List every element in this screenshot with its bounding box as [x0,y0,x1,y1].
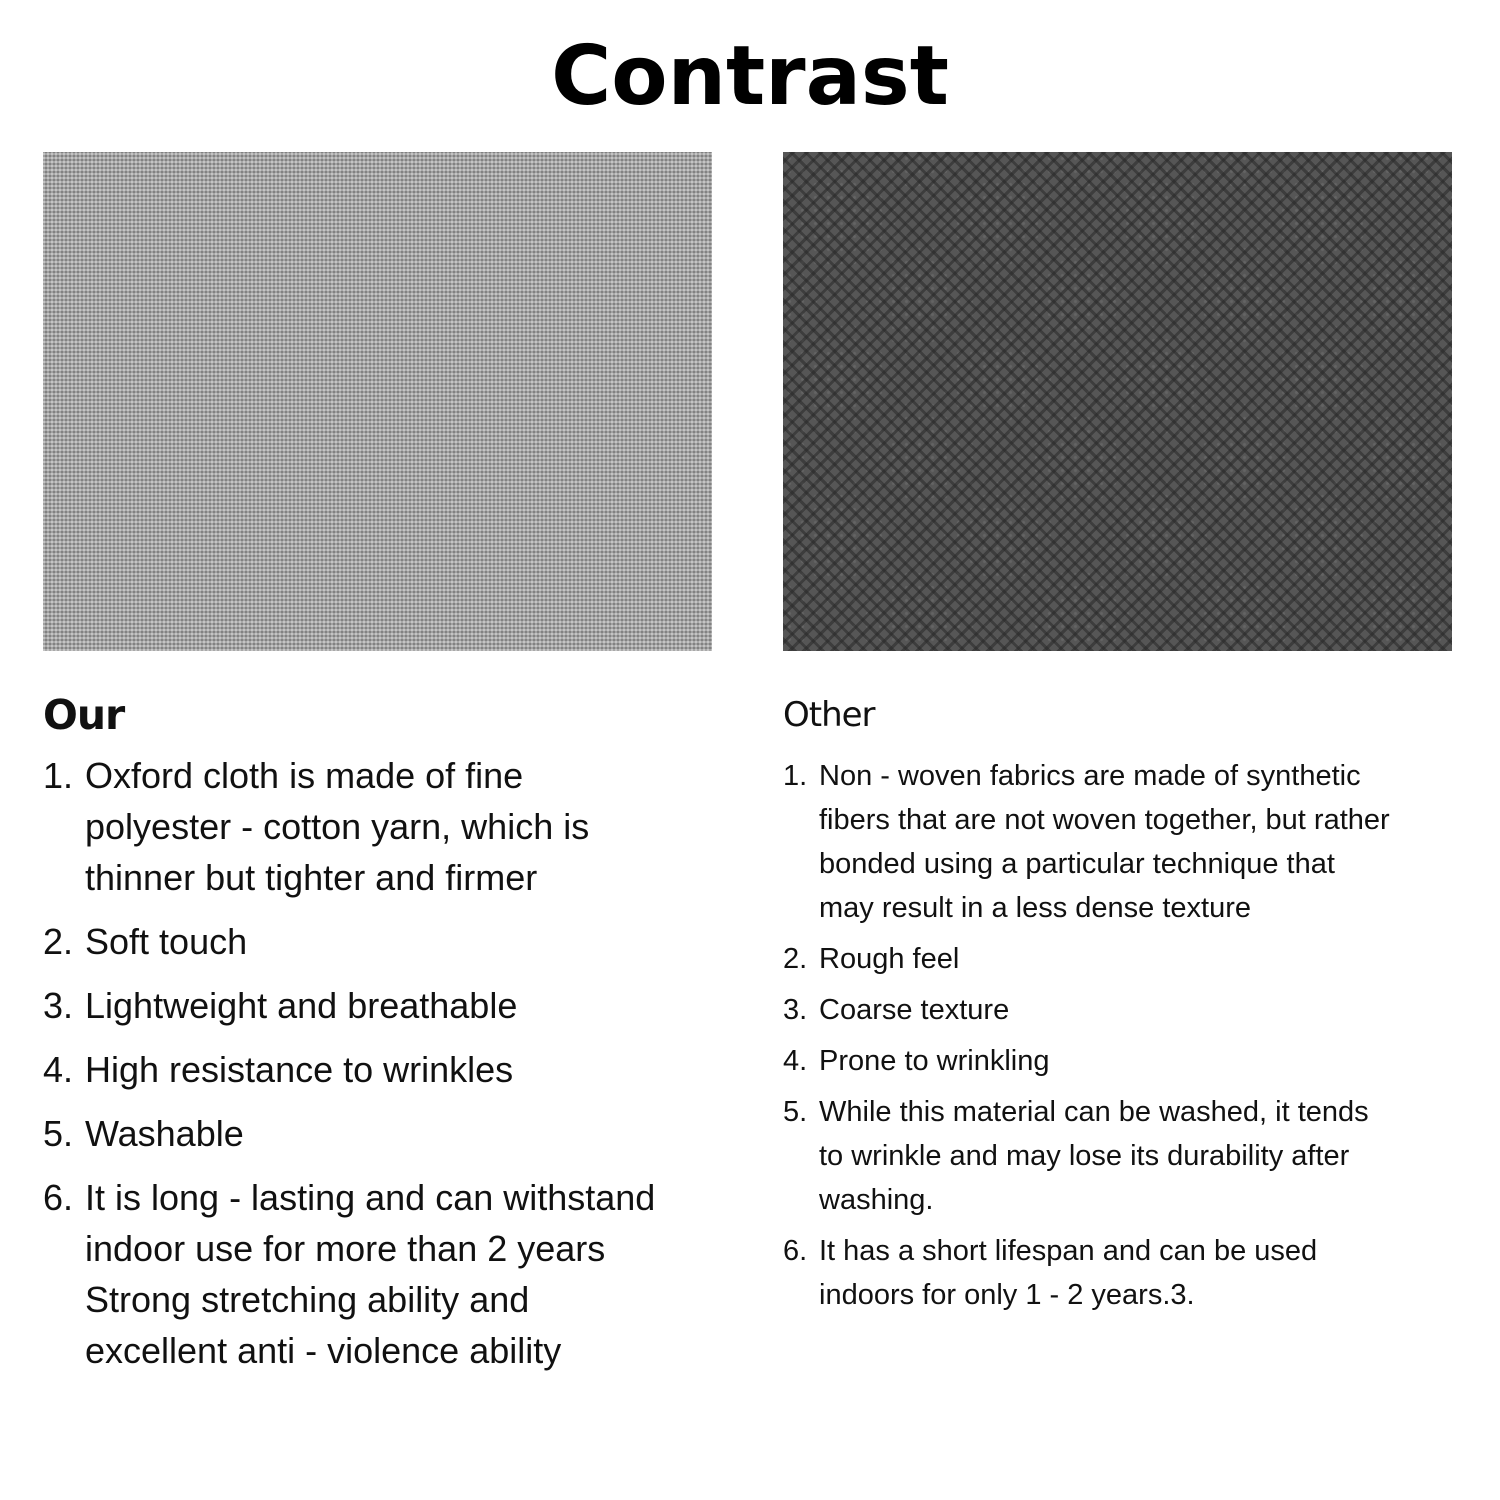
our-fabric-swatch-image [43,152,712,651]
our-item-1 [43,750,723,903]
item-number: 2. [43,921,74,962]
item-number: 4. [783,1045,808,1077]
item-text-line: indoors for only 1 - 2 years.3. [819,1279,1195,1311]
other-item-6 [783,1229,1473,1317]
item-text-line: High resistance to wrinkles [85,1049,514,1090]
other-item-3 [783,988,1473,1032]
item-number: 6. [783,1235,808,1267]
other-fabric-swatch-image [783,152,1452,651]
item-text-line: fibers that are not woven together, but rather [819,804,1390,836]
our-item-6 [43,1172,723,1376]
our-item-5 [43,1108,723,1159]
item-number: 4. [43,1049,74,1090]
other-item-5 [783,1090,1473,1222]
item-number: 1. [43,755,74,796]
our-heading: Our [43,691,125,739]
item-text-line: excellent anti - violence ability [85,1330,562,1371]
page-title: Contrast [551,29,949,124]
item-text-line: washing. [819,1184,934,1216]
item-text-line: Coarse texture [819,994,1010,1026]
item-text-line: polyester - cotton yarn, which is [85,806,590,847]
other-item-2 [783,937,1473,981]
other-column [783,688,1473,1324]
other-item-4 [783,1039,1473,1083]
item-text-line: to wrinkle and may lose its durability after [819,1140,1350,1172]
item-text-line: Lightweight and breathable [85,985,518,1026]
item-text-line: Soft touch [85,921,248,962]
our-feature-list [43,750,723,1376]
item-text-line: Rough feel [819,943,960,975]
item-text-line: may result in a less dense texture [819,892,1251,924]
item-text-line: Washable [85,1113,244,1154]
our-item-2 [43,916,723,967]
item-number: 1. [783,760,808,792]
other-item-1 [783,754,1473,930]
item-number: 5. [43,1113,74,1154]
item-text-line: Non - woven fabrics are made of synthetic [819,760,1361,792]
item-number: 5. [783,1096,808,1128]
item-text-line: Strong stretching ability and [85,1279,530,1320]
item-number: 2. [783,943,808,975]
item-text-line: Prone to wrinkling [819,1045,1050,1077]
our-item-4 [43,1044,723,1095]
other-feature-list [783,754,1473,1317]
other-heading: Other [783,695,875,735]
item-text-line: Oxford cloth is made of fine [85,755,524,796]
item-number: 6. [43,1177,74,1218]
item-text-line: While this material can be washed, it tends [819,1096,1369,1128]
item-text-line: It is long - lasting and can withstand [85,1177,656,1218]
item-text-line: thinner but tighter and firmer [85,857,538,898]
item-number: 3. [43,985,74,1026]
item-text-line: It has a short lifespan and can be used [819,1235,1318,1267]
item-text-line: indoor use for more than 2 years [85,1228,606,1269]
our-column [43,688,723,1389]
item-text-line: bonded using a particular technique that [819,848,1335,880]
our-item-3 [43,980,723,1031]
item-number: 3. [783,994,808,1026]
